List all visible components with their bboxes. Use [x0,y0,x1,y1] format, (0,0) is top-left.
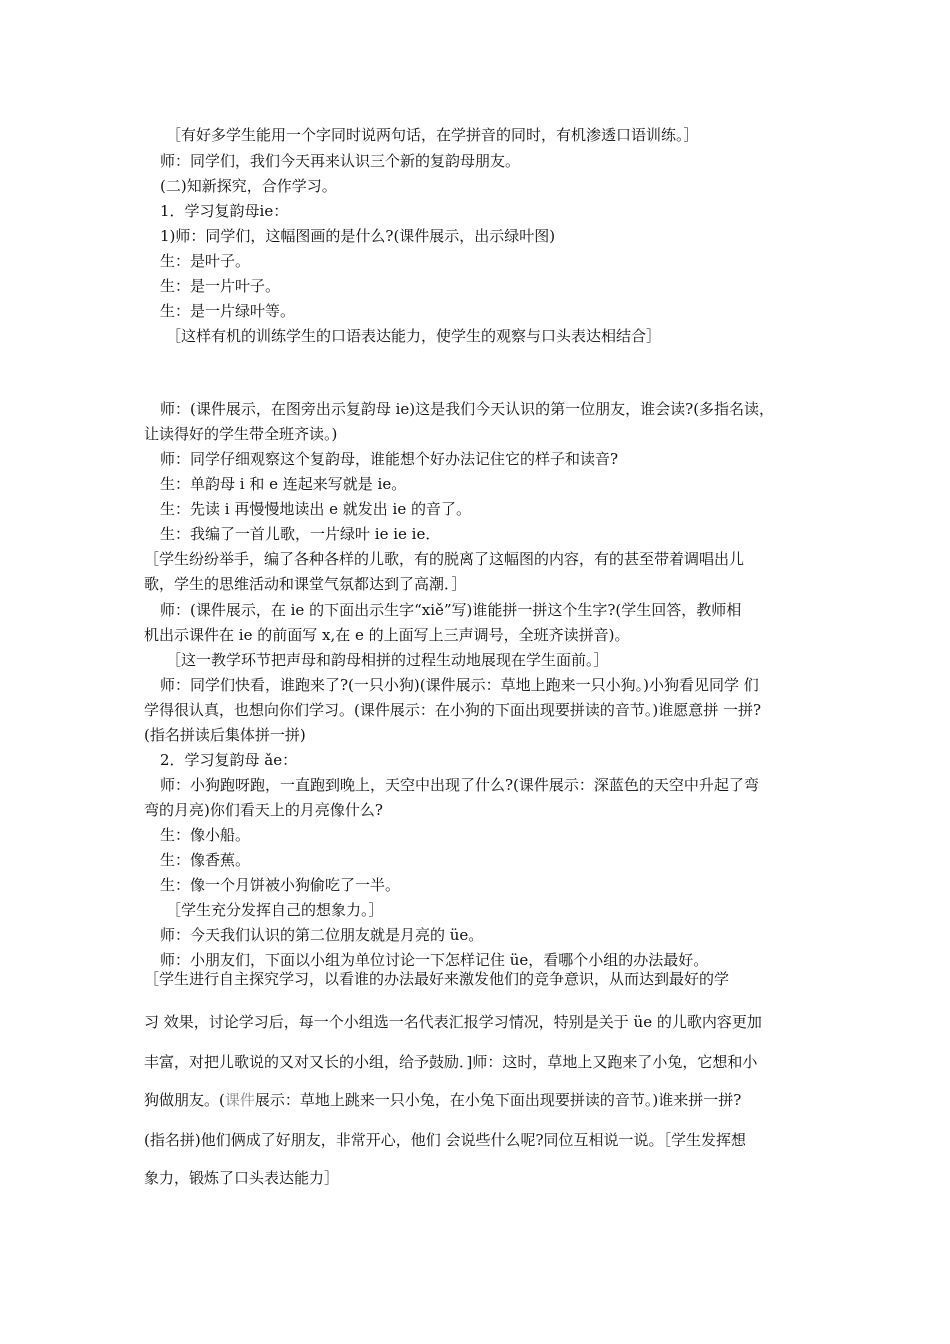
text-line: 生：像一个月饼被小狗偷吃了一半。 [160,876,401,894]
text-segment: 展示：草地上跳来一只小兔，在小兔下面出现要拼读的音节。)谁来拼一拼? [254,1091,742,1109]
text-line: 弯的月亮)你们看天上的月亮像什么? [144,801,383,819]
text-line: 生：是一片绿叶等。 [160,302,296,320]
text-line: 生：像香蕉。 [160,851,251,869]
text-line: ［学生纷纷举手，编了各种各样的儿歌，有的脱离了这幅图的内容，有的甚至带着调唱出儿 [144,550,745,568]
text-line: ［学生充分发挥自己的想象力。］ [166,901,384,919]
text-line: ［这一教学环节把声母和韵母相拼的过程生动地展现在学生面前。］ [166,651,609,669]
text-line: 师：同学仔细观察这个复韵母，谁能想个好办法记住它的样子和读音? [160,450,619,468]
text-line: 1．学习复韵母ie： [160,202,289,220]
text-line: 1)师：同学们，这幅图画的是什么?(课件展示，出示绿叶图) [160,227,556,245]
text-line: 机出示课件在 ie 的前面写 x,在 e 的上面写上三声调号，全班齐读拼音)。 [144,626,630,644]
text-line: 习 效果，讨论学习后，每一个小组选一名代表汇报学习情况，特别是关于 üe 的儿歌内容更加 [144,1013,762,1031]
text-line: 师：今天我们认识的第二位朋友就是月亮的 üe。 [160,926,484,944]
text-line: (指名拼读后集体拼一拼) [144,726,306,744]
text-line: (二)知新探究，合作学习。 [160,177,337,195]
text-line: ［有好多学生能用一个字同时说两句话，在学拼音的同时，有机渗透口语训练。］ [166,126,699,144]
text-line: 丰富，对把儿歌说的又对又长的小组，给予鼓励．]师：这时，草地上又跑来了小兔，它想和小 [144,1053,758,1071]
text-line: 生：单韵母 i 和 e 连起来写就是 ie。 [160,475,407,493]
text-line: 师：(课件展示，在 ie 的下面出示生字“xiě”写)谁能拼一拼这个生字?(学生回答，教师相 [160,601,742,619]
text-line: 让读得好的学生带全班齐读。) [144,425,338,443]
text-line: 象力，锻炼了口头表达能力］ [144,1169,340,1187]
text-line: 师：小狗跑呀跑，一直跑到晚上，天空中出现了什么?(课件展示：深蓝色的天空中升起了弯 [160,776,759,794]
text-line: ［这样有机的训练学生的口语表达能力，使学生的观察与口头表达相结合］ [166,327,662,345]
text-line: 师：小朋友们，下面以小组为单位讨论一下怎样记住 üe，看哪个小组的办法最好。 [160,951,709,969]
text-line: 生：是一片叶子。 [160,277,281,295]
text-line: 生：先读 i 再慢慢地读出 e 就发出 ie 的音了。 [160,500,471,518]
text-line: (指名拼)他们俩成了好朋友，非常开心，他们 会说些什么呢?同位互相说一说。［学生发挥想 [144,1131,747,1149]
text-line: 师：(课件展示，在图旁出示复韵母 ie)这是我们今天认识的第一位朋友，谁会读?(多指名读， [160,400,775,418]
text-line: 师：同学们，我们今天再来认识三个新的复韵母朋友。 [160,152,521,170]
text-line: 2．学习复韵母 ǎe： [160,751,298,769]
text-line: ［学生进行自主探究学习，以看谁的办法最好来激发他们的竞争意识，从而达到最好的学 [144,970,730,988]
text-segment: 狗做朋友。( [144,1091,225,1109]
text-line: 生：像小船。 [160,826,251,844]
text-line [144,1090,741,1110]
gray-text-segment: 课件 [224,1091,255,1109]
text-line: 学得很认真，也想向你们学习。(课件展示：在小狗的下面出现要拼读的音节。)谁愿意拼 一拼? [144,701,762,719]
text-line: 师：同学们快看，谁跑来了?(一只小狗)(课件展示：草地上跑来一只小狗。)小狗看见同学 们 [160,676,759,694]
text-line: 生：是叶子。 [160,252,251,270]
text-line: 歌，学生的思维活动和课堂气氛都达到了高潮．］ [144,575,467,593]
text-line: 生：我编了一首儿歌，一片绿叶 ie ie ie． [160,525,441,543]
